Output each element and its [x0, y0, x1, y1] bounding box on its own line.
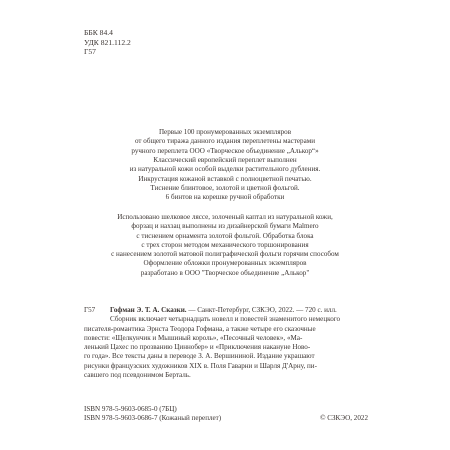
text-line: ручного переплета ООО «Творческое объединение „Алькор“» — [131, 146, 319, 155]
materials-description — [92, 213, 358, 278]
text-line: Тиснение блинтовое, золотой и цветной фольгой. — [150, 183, 300, 192]
text-line: писателя-романтика Эрнста Теодора Гофмана, а также четыре его сказочные — [84, 324, 316, 333]
udk-code: УДК 821.112.2 — [84, 37, 131, 47]
text-line: Оформление обложки пронумерованных экземпляров — [143, 259, 307, 268]
text-line: ленький Цахес по прозванию Циннобер» и «Приключения накануне Ново- — [84, 343, 311, 352]
text-line: савшего под псевдонимом Берталь. — [84, 371, 191, 380]
biblio-title: Гофман Э. Т. А. Сказки. — [110, 306, 187, 314]
text-line: с тиснением орнамента золотой фольгой. Обработка блока — [136, 231, 314, 240]
text-line: Первые 100 пронумерованных экземпляров — [158, 128, 292, 136]
author-mark: Г57 — [84, 47, 96, 57]
biblio-code: Г57 — [84, 306, 96, 314]
copyright-notice: © СЗКЭО, 2022 — [320, 414, 368, 422]
text-line: Использовано шелковое ляссе, золоченый каптал из натуральной кожи, — [117, 213, 333, 221]
bibliographic-record — [84, 306, 374, 380]
text-line: Сборник включает четырнадцать новелл и повестей знаменитого немецкого — [110, 315, 341, 324]
text-line: с трех сторон методом механического торшонирования — [141, 240, 309, 249]
biblio-imprint: — Санкт-Петербург, СЗКЭО, 2022. — 720 с. илл. — [186, 306, 337, 314]
text-line: форзац и нахзац выполнены из дизайнерской бумаги Malmero — [131, 222, 319, 231]
classification-codes — [84, 28, 131, 57]
text-line: рисунки французских художников XIX в. Поля Гаварни и Шарля Д'Арну, пи- — [84, 361, 317, 370]
text-line: из натуральной кожи особой выделки растительного дубления. — [129, 165, 321, 174]
text-line: от общего тиража данного издания переплетены мастерами — [134, 137, 316, 146]
isbn-line: ISBN 978-5-9603-0685-0 (7БЦ) — [84, 405, 177, 413]
text-line: 6 бинтов на корешке ручной обработки — [165, 193, 285, 202]
bbk-code: ББК 84.4 — [84, 28, 113, 37]
text-line: разработано в ООО "Творческое объединение „Алькор" — [140, 268, 310, 277]
text-line: с нанесением золотой матовой полиграфической фольги горячим способом — [111, 250, 339, 259]
text-line: повести: «Щелкунчик и Мышиный король», «Песочный человек», «Ма- — [84, 333, 303, 342]
limited-edition-note — [92, 128, 358, 156]
isbn-line: ISBN 978-5-9603-0686-7 (Кожаный переплет) — [84, 414, 222, 423]
binding-description — [92, 156, 358, 202]
text-line: Классический европейский переплет выполнен — [153, 156, 297, 164]
text-line: го года». Все тексты даны в переводе З. А. Вершининой. Издание украшают — [84, 352, 315, 361]
text-line: Инкрустация кожаной вставкой с полноцветной печатью. — [138, 174, 312, 183]
biblio-heading — [84, 306, 374, 315]
isbn-block — [84, 405, 221, 424]
